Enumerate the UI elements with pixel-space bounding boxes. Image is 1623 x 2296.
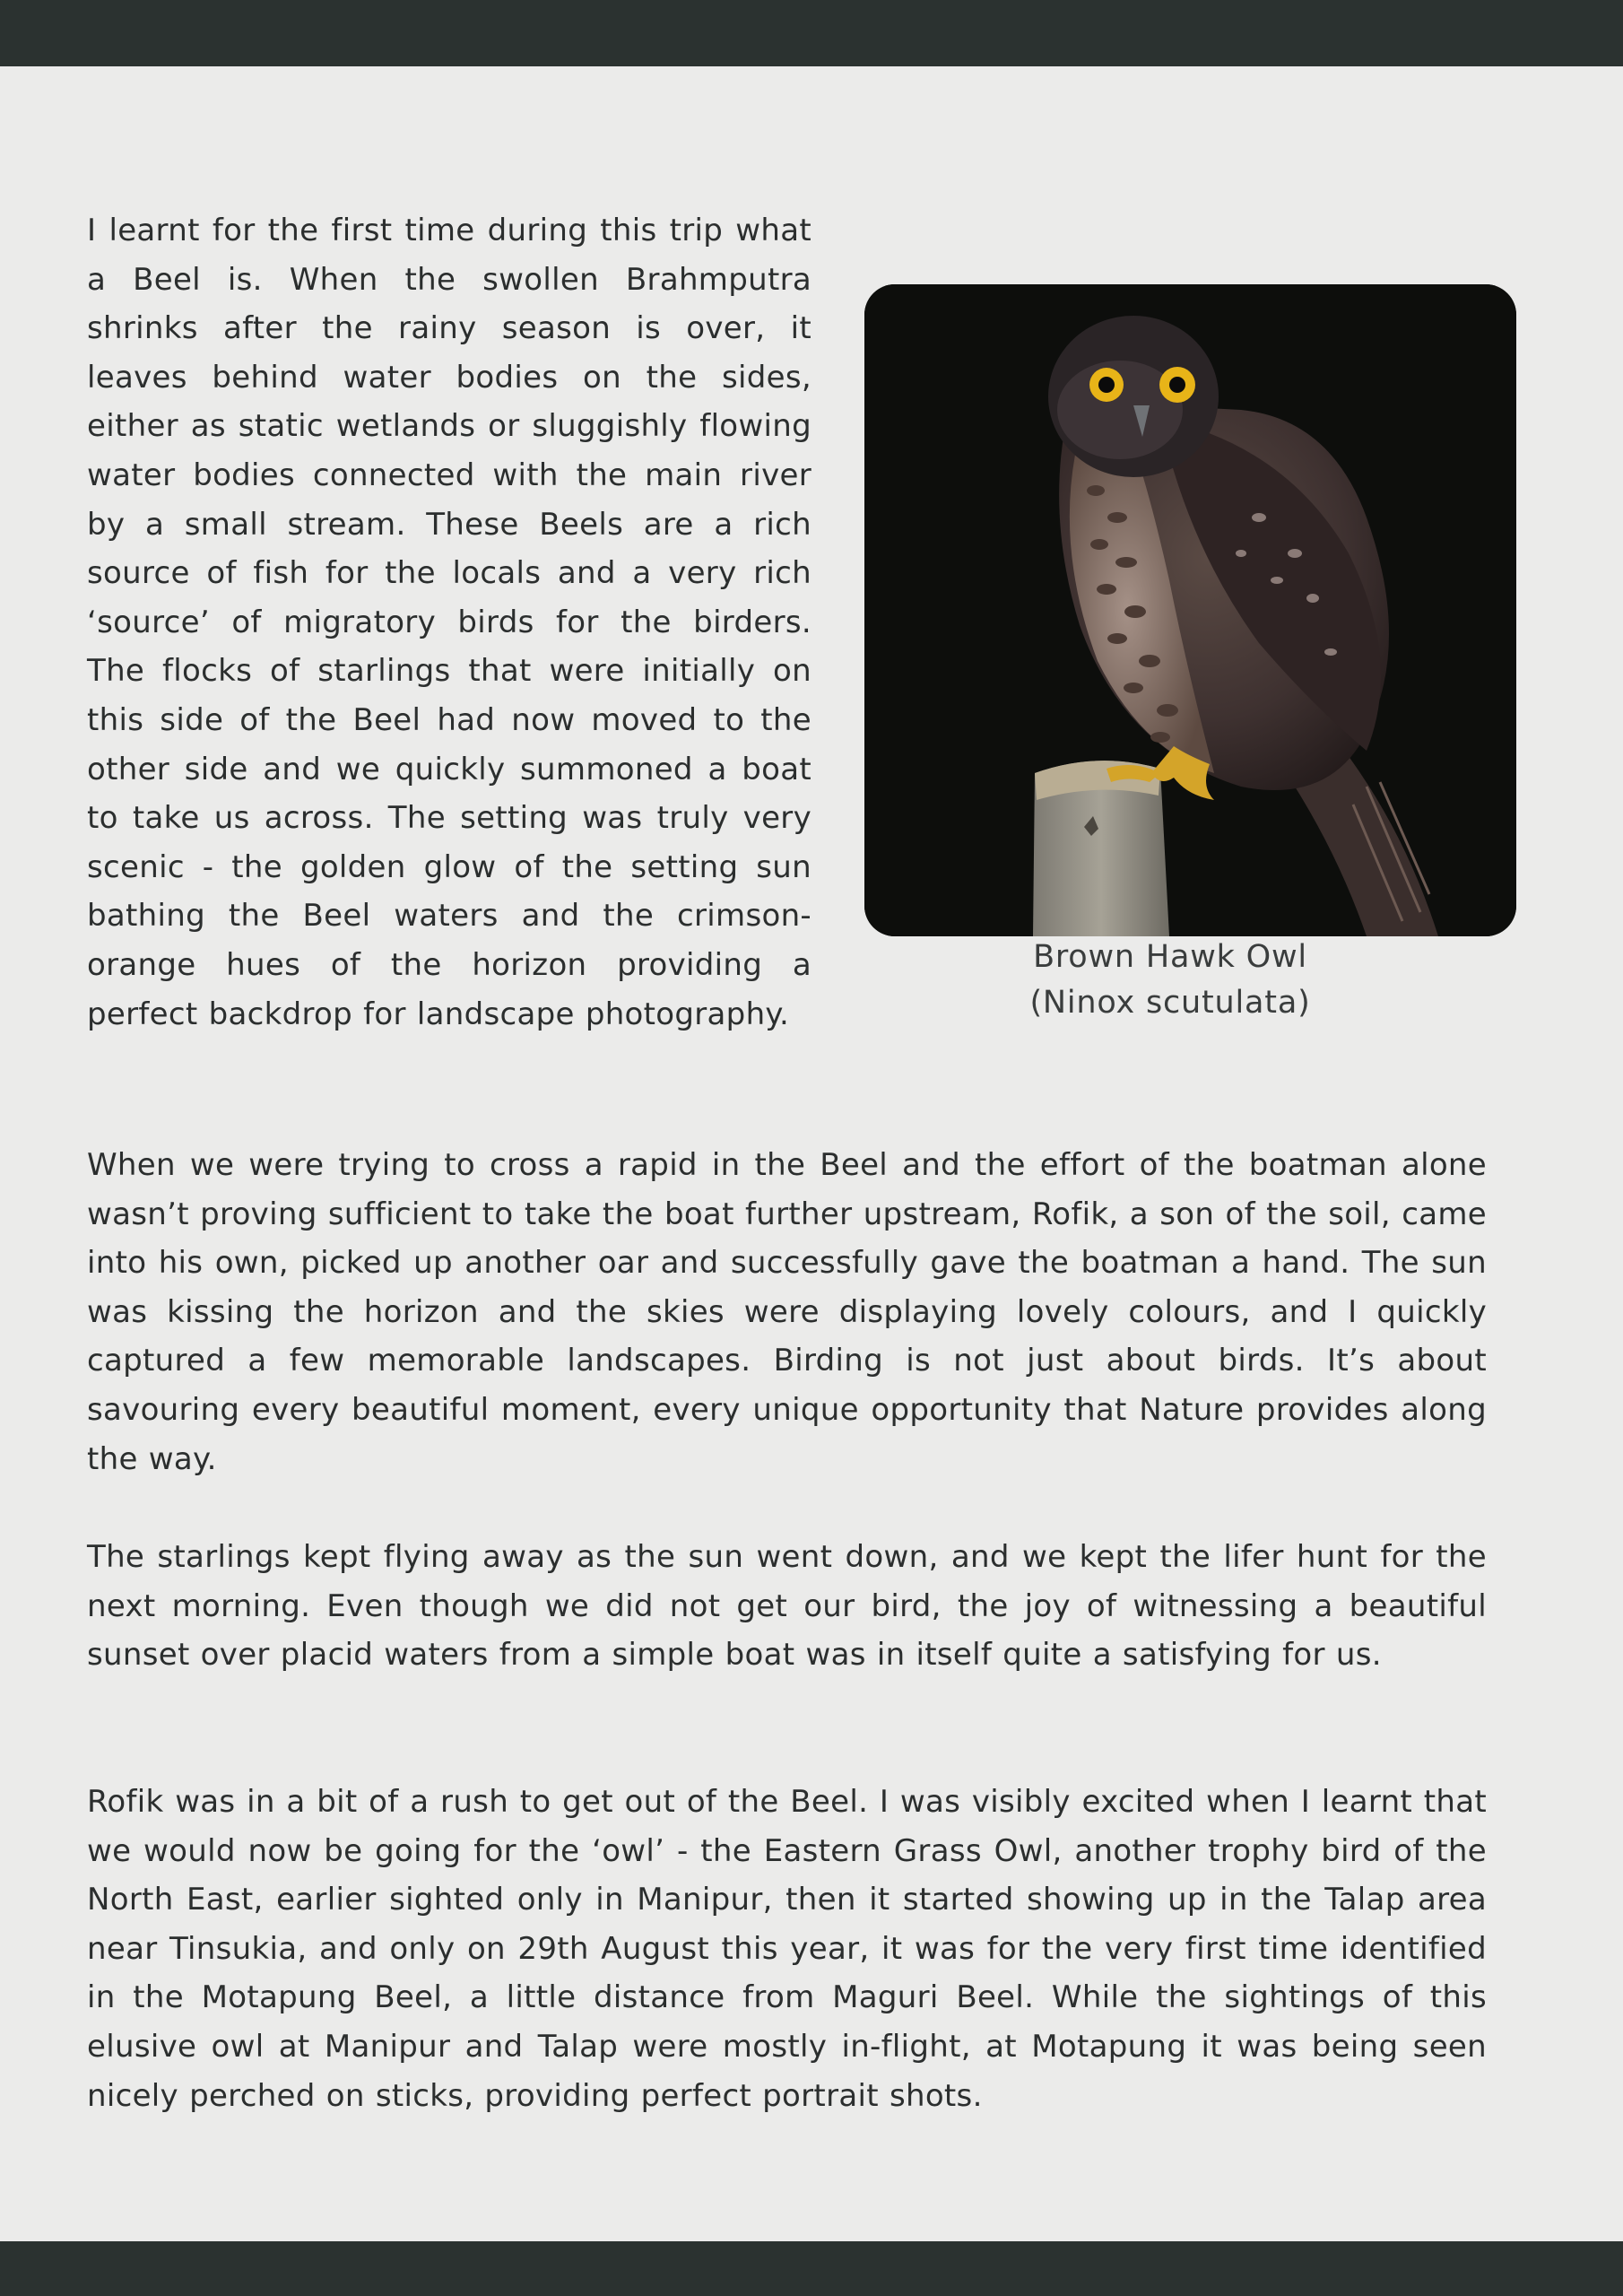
paragraph-starlings: The starlings kept flying away as the sun went down, and we kept the lifer hunt for the next morning. Even though we did not get our bird, the joy of witnessing a beautiful sunset over placid waters from a simple boat was in itself quite a satisfying for us. — [87, 1539, 1487, 1674]
owl-photo — [864, 284, 1516, 936]
paragraph-crossing-rapid: When we were trying to cross a rapid in the Beel and the effort of the boatman alone wasn’t proving sufficient to take the boat further upstream, Rofik, a son of the soil, came into his own, picked up another oar and successfully gave the boatman a hand. The sun was kissing the horizon and the skies were displaying lovely colours, and I quickly captured a few memorable landscapes. Birding is not just about birds. It’s about savouring every beautiful moment, every unique opportunity that Nature provides along the way. — [87, 1147, 1487, 1477]
paragraph-grass-owl: Rofik was in a bit of a rush to get out of the Beel. I was visibly excited when I learnt that we would now be going for the ‘owl’ - the Eastern Grass Owl, another trophy bird of the North East, earlier sighted only in Manipur, then it started showing up in the Talap area near Tinsukia, and only on 29th August this year, it was for the very first time identified in the Motapung Beel, a little distance from Maguri Beel. While the sightings of this elusive owl at Manipur and Talap were mostly in-flight, at Motapung it was being seen nicely perched on sticks, providing perfect portrait shots. — [87, 1784, 1487, 2114]
top-bar — [0, 0, 1623, 66]
photo-caption — [991, 935, 1350, 1026]
paragraph-beel-intro: I learnt for the first time during this trip what a Beel is. When the swollen Brahmputra shrinks after the rainy season is over, it leaves behind water bodies on the sides, either as static wetlands or sluggishly flowing water bodies connected with the main river by a small stream. These Beels are a rich source of fish for the locals and a very rich ‘source’ of migratory birds for the birders. The flocks of starlings that were initially on this side of the Beel had now moved to the other side and we quickly summoned a boat to take us across. The setting was truly very scenic - the golden glow of the setting sun bathing the Beel waters and the crimson-orange hues of the horizon providing a perfect backdrop for landscape photography. — [87, 213, 812, 1032]
caption-scientific-name: (Ninox scutulata) — [1029, 985, 1311, 1021]
bottom-bar — [0, 2241, 1623, 2296]
caption-common-name: Brown Hawk Owl — [1033, 939, 1307, 975]
